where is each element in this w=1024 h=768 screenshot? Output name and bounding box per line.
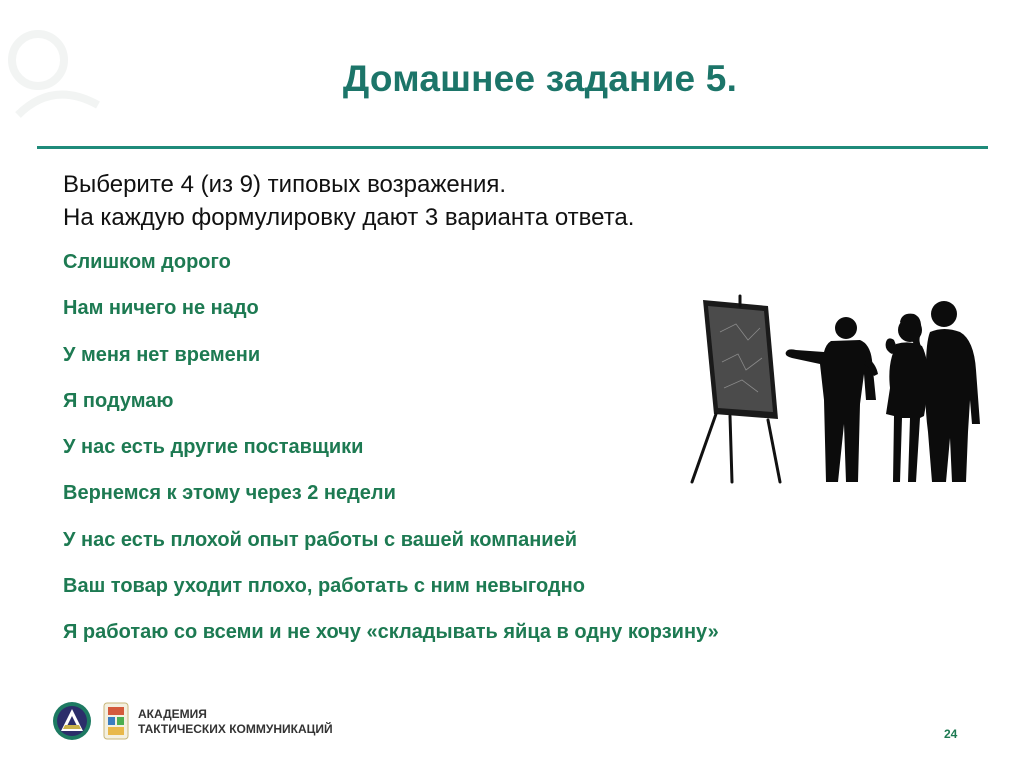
objection-item: У меня нет времени [63,343,261,366]
objection-item: Вернемся к этому через 2 недели [63,482,396,505]
page-number: 24 [944,727,958,741]
objection-item: Нам ничего не надо [63,297,259,320]
academy-emblem-icon [102,701,130,741]
objections-list [63,249,719,666]
objection-item: Ваш товар уходит плохо, работать с ним невыгодно [63,575,585,598]
people-silhouettes-icon [786,301,980,482]
intro-line-2: На каждую формулировку дают 3 варианта ответа. [63,204,635,231]
objection-item: У нас есть другие поставщики [63,436,364,459]
page-title: Домашнее задание 5. [342,58,738,99]
academy-triangle-logo-icon [52,701,92,741]
academy-name-line-2: ТАКТИЧЕСКИХ КОММУНИКАЦИЙ [138,722,333,736]
flipchart-icon [692,296,780,482]
intro-line-1: Выберите 4 (из 9) типовых возражения. [63,171,507,198]
academy-name-line-1: АКАДЕМИЯ [138,707,207,721]
task-description [63,168,634,234]
title-divider [37,146,988,149]
academy-name [138,707,333,737]
objection-item: Слишком дорого [63,251,231,273]
objection-item: Я работаю со всеми и не хочу «складывать яйца в одну корзину» [63,621,719,644]
objection-item: Я подумаю [63,389,174,412]
presentation-illustration [688,292,990,484]
objection-item: У нас есть плохой опыт работы с вашей компанией [63,528,577,551]
